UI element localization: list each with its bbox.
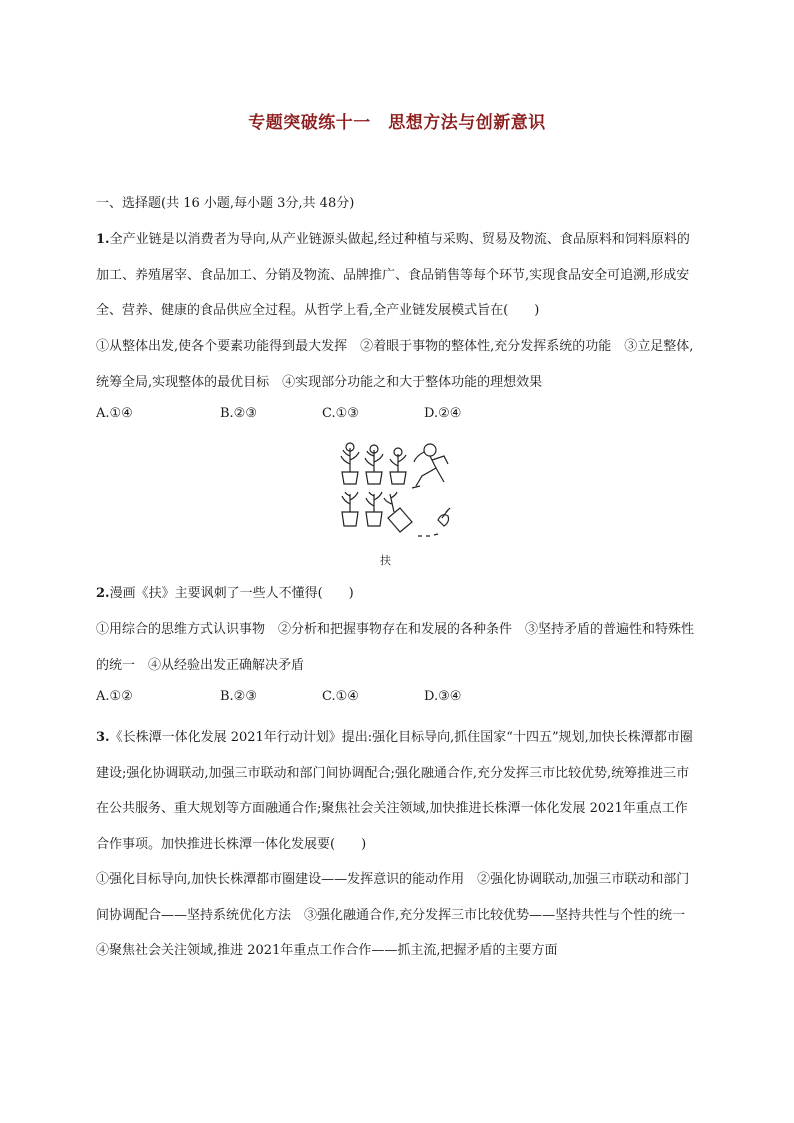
section-heading: 一、选择题(共 16 小题,每小题 3分,共 48分) [96, 196, 355, 211]
q2-option-b[interactable]: B.②③ [220, 689, 257, 704]
question-2-statements: ①用综合的思维方式认识事物 ②分析和把握事物存在和发展的各种条件 ③坚持矛盾的普遍性和特殊性的统一 ④从经验出发正确解决矛盾 [96, 622, 695, 673]
q1-option-c[interactable]: C.①③ [322, 406, 359, 421]
q1-option-b[interactable]: B.②③ [220, 406, 257, 421]
question-2-text: 漫画《扶》主要讽刺了一些人不懂得( ) [109, 586, 354, 601]
question-1-statements: ①从整体出发,使各个要素功能得到最大发挥 ②着眼于事物的整体性,充分发挥系统的功能 ③立足整体,统筹全局,实现整体的最优目标 ④实现部分功能之和大于整体功能的理想效果 [96, 339, 694, 390]
question-1-stem [96, 222, 700, 329]
q1-option-d[interactable]: D.②④ [424, 406, 462, 421]
cartoon-illustration [326, 438, 456, 548]
q1-option-a[interactable]: A.①④ [96, 406, 133, 421]
q2-option-a[interactable]: A.①② [96, 689, 133, 704]
question-1-number: 1. [96, 232, 110, 247]
q2-option-c[interactable]: C.①④ [322, 689, 359, 704]
question-2-options [96, 689, 700, 709]
question-1-options [96, 406, 700, 426]
question-3-statements: ①强化目标导向,加快长株潭都市圈建设——发挥意识的能动作用 ②强化协调联动,加强三市联动和部门间协调配合——坚持系统优化方法 ③强化融通合作,充分发挥三市比较优势——坚持共性与个性的统一 ④聚焦社会关注领域,推进 2021年重点工作合作——抓主流,把握矛盾的主要方面 [96, 872, 699, 958]
question-3-text: 《长株潭一体化发展 2021年行动计划》提出:强化目标导向,抓住国家“十四五”规划,加快长株潭都市圈建设;强化协调联动,加强三市联动和部门间协调配合;强化融通合作,充分发挥三市比较优势,统筹推进三市在公共服务、重大规划等方面融通合作;聚焦社会关注领域,加快推进长株潭一体化发展 2021年重点工作合作事项。加快推进长株潭一体化发展要( ) [96, 730, 693, 852]
question-1-text: 全产业链是以消费者为导向,从产业链源头做起,经过种植与采购、贸易及物流、食品原料和饲料原料的加工、养殖屠宰、食品加工、分销及物流、品牌推广、食品销售等每个环节,实现食品安全可追溯,形成安全、营养、健康的食品供应全过程。从哲学上看,全产业链发展模式旨在( ) [96, 232, 690, 318]
question-2-number: 2. [96, 586, 110, 601]
q2-option-d[interactable]: D.③④ [424, 689, 462, 704]
page-title: 专题突破练十一 思想方法与创新意识 [248, 113, 546, 133]
question-3-number: 3. [96, 730, 110, 745]
cartoon-caption: 扶 [380, 554, 391, 567]
question-2-stem [96, 576, 700, 612]
question-3-stem [96, 720, 700, 862]
